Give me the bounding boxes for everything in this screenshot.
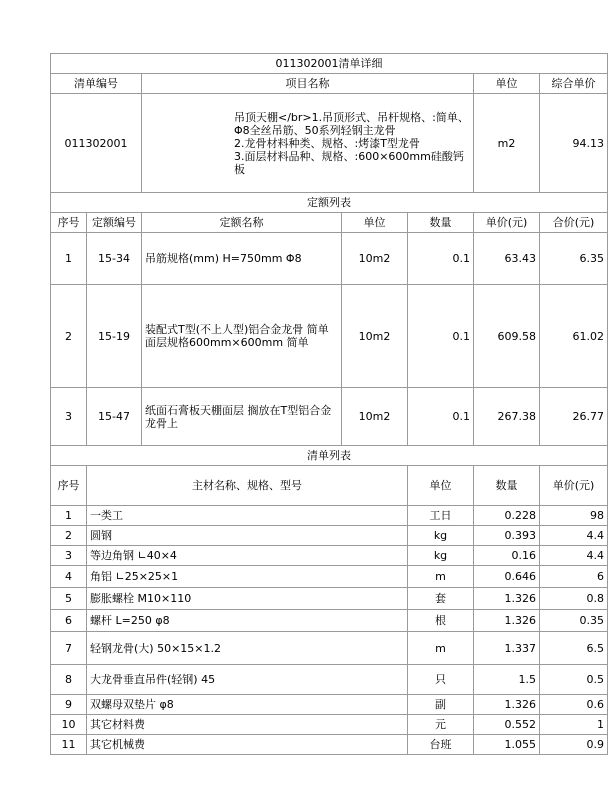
- material-row: [51, 695, 608, 715]
- material-name: 轻钢龙骨(大) 50×15×1.2: [87, 632, 408, 665]
- quota-price: 63.43: [474, 233, 540, 285]
- material-qty: 1.326: [474, 610, 540, 632]
- quota-row: [51, 233, 608, 285]
- material-seq: 7: [51, 632, 87, 665]
- material-unit: 根: [408, 610, 474, 632]
- material-row: [51, 632, 608, 665]
- bill-name-header: 项目名称: [142, 74, 474, 94]
- material-section-title: 清单列表: [51, 446, 608, 466]
- quota-header-row: [51, 213, 608, 233]
- quota-code: 15-19: [87, 285, 142, 388]
- quota-seq: 3: [51, 388, 87, 446]
- material-seq: 11: [51, 735, 87, 755]
- material-name: 角铝 ∟25×25×1: [87, 566, 408, 588]
- quota-code: 15-47: [87, 388, 142, 446]
- material-qty: 1.5: [474, 665, 540, 695]
- bill-code: 011302001: [51, 94, 142, 193]
- material-seq: 2: [51, 526, 87, 546]
- quota-qty-header: 数量: [408, 213, 474, 233]
- quota-name-header: 定额名称: [142, 213, 342, 233]
- material-seq: 8: [51, 665, 87, 695]
- material-unit-header: 单位: [408, 466, 474, 506]
- material-price: 4.4: [540, 546, 608, 566]
- material-seq: 10: [51, 715, 87, 735]
- material-seq: 3: [51, 546, 87, 566]
- material-price: 0.35: [540, 610, 608, 632]
- quota-total: 6.35: [540, 233, 608, 285]
- bill-detail-table: [50, 53, 608, 755]
- material-price: 0.9: [540, 735, 608, 755]
- material-seq-header: 序号: [51, 466, 87, 506]
- quota-unit-header: 单位: [342, 213, 408, 233]
- quota-code: 15-34: [87, 233, 142, 285]
- material-price-header: 单价(元): [540, 466, 608, 506]
- quota-price: 267.38: [474, 388, 540, 446]
- material-unit: 台班: [408, 735, 474, 755]
- material-header-row: [51, 466, 608, 506]
- quota-seq: 1: [51, 233, 87, 285]
- material-seq: 9: [51, 695, 87, 715]
- quota-seq-header: 序号: [51, 213, 87, 233]
- material-qty: 1.326: [474, 695, 540, 715]
- material-price: 0.8: [540, 588, 608, 610]
- material-unit: 副: [408, 695, 474, 715]
- bill-row: [51, 94, 608, 193]
- material-qty-header: 数量: [474, 466, 540, 506]
- material-price: 0.6: [540, 695, 608, 715]
- material-row: [51, 546, 608, 566]
- material-qty: 0.228: [474, 506, 540, 526]
- material-name: 等边角钢 ∟40×4: [87, 546, 408, 566]
- quota-section-title: 定额列表: [51, 193, 608, 213]
- material-row: [51, 526, 608, 546]
- material-name: 膨胀螺栓 M10×110: [87, 588, 408, 610]
- material-unit: m: [408, 632, 474, 665]
- quota-unit: 10m2: [342, 233, 408, 285]
- quota-unit: 10m2: [342, 285, 408, 388]
- material-name: 螺杆 L=250 φ8: [87, 610, 408, 632]
- material-unit: 元: [408, 715, 474, 735]
- material-unit: 套: [408, 588, 474, 610]
- material-qty: 0.393: [474, 526, 540, 546]
- material-unit: 工日: [408, 506, 474, 526]
- material-qty: 1.326: [474, 588, 540, 610]
- material-name: 圆钢: [87, 526, 408, 546]
- page-title: 011302001清单详细: [51, 54, 608, 74]
- bill-description: 吊顶天棚</br>1.吊顶形式、吊杆规格、:简单、Φ8全丝吊筋、50系列轻钢主龙骨 2.龙骨材料种类、规格、:烤漆T型龙骨 3.面层材料品种、规格、:600×600mm硅酸钙板: [142, 94, 474, 193]
- bill-unit-header: 单位: [474, 74, 540, 94]
- bill-header-row: [51, 74, 608, 94]
- quota-qty: 0.1: [408, 285, 474, 388]
- quota-section-row: [51, 193, 608, 213]
- material-name: 双螺母双垫片 φ8: [87, 695, 408, 715]
- material-name: 其它材料费: [87, 715, 408, 735]
- material-section-row: [51, 446, 608, 466]
- quota-price: 609.58: [474, 285, 540, 388]
- quota-row: [51, 285, 608, 388]
- material-qty: 0.16: [474, 546, 540, 566]
- quota-code-header: 定额编号: [87, 213, 142, 233]
- quota-row: [51, 388, 608, 446]
- material-qty: 1.337: [474, 632, 540, 665]
- material-seq: 6: [51, 610, 87, 632]
- material-unit: m: [408, 566, 474, 588]
- material-name: 一类工: [87, 506, 408, 526]
- quota-total: 61.02: [540, 285, 608, 388]
- material-row: [51, 665, 608, 695]
- quota-name: 装配式T型(不上人型)铝合金龙骨 简单面层规格600mm×600mm 简单: [142, 285, 342, 388]
- material-seq: 5: [51, 588, 87, 610]
- material-name: 大龙骨垂直吊件(轻钢) 45: [87, 665, 408, 695]
- material-seq: 4: [51, 566, 87, 588]
- quota-qty: 0.1: [408, 388, 474, 446]
- material-name-header: 主材名称、规格、型号: [87, 466, 408, 506]
- material-unit: kg: [408, 546, 474, 566]
- quota-total-header: 合价(元): [540, 213, 608, 233]
- material-price: 98: [540, 506, 608, 526]
- bill-unit: m2: [474, 94, 540, 193]
- quota-seq: 2: [51, 285, 87, 388]
- material-price: 6: [540, 566, 608, 588]
- material-row: [51, 735, 608, 755]
- material-price: 6.5: [540, 632, 608, 665]
- material-row: [51, 588, 608, 610]
- quota-unit: 10m2: [342, 388, 408, 446]
- material-row: [51, 610, 608, 632]
- material-row: [51, 566, 608, 588]
- title-row: [51, 54, 608, 74]
- material-unit: 只: [408, 665, 474, 695]
- material-price: 4.4: [540, 526, 608, 546]
- material-price: 0.5: [540, 665, 608, 695]
- bill-code-header: 清单编号: [51, 74, 142, 94]
- material-row: [51, 715, 608, 735]
- material-qty: 0.646: [474, 566, 540, 588]
- material-unit: kg: [408, 526, 474, 546]
- material-qty: 1.055: [474, 735, 540, 755]
- quota-qty: 0.1: [408, 233, 474, 285]
- quota-total: 26.77: [540, 388, 608, 446]
- bill-price: 94.13: [540, 94, 608, 193]
- quota-name: 纸面石膏板天棚面层 搁放在T型铝合金龙骨上: [142, 388, 342, 446]
- quota-price-header: 单价(元): [474, 213, 540, 233]
- material-name: 其它机械费: [87, 735, 408, 755]
- material-price: 1: [540, 715, 608, 735]
- material-seq: 1: [51, 506, 87, 526]
- material-qty: 0.552: [474, 715, 540, 735]
- material-row: [51, 506, 608, 526]
- quota-name: 吊筋规格(mm) H=750mm Φ8: [142, 233, 342, 285]
- bill-price-header: 综合单价: [540, 74, 608, 94]
